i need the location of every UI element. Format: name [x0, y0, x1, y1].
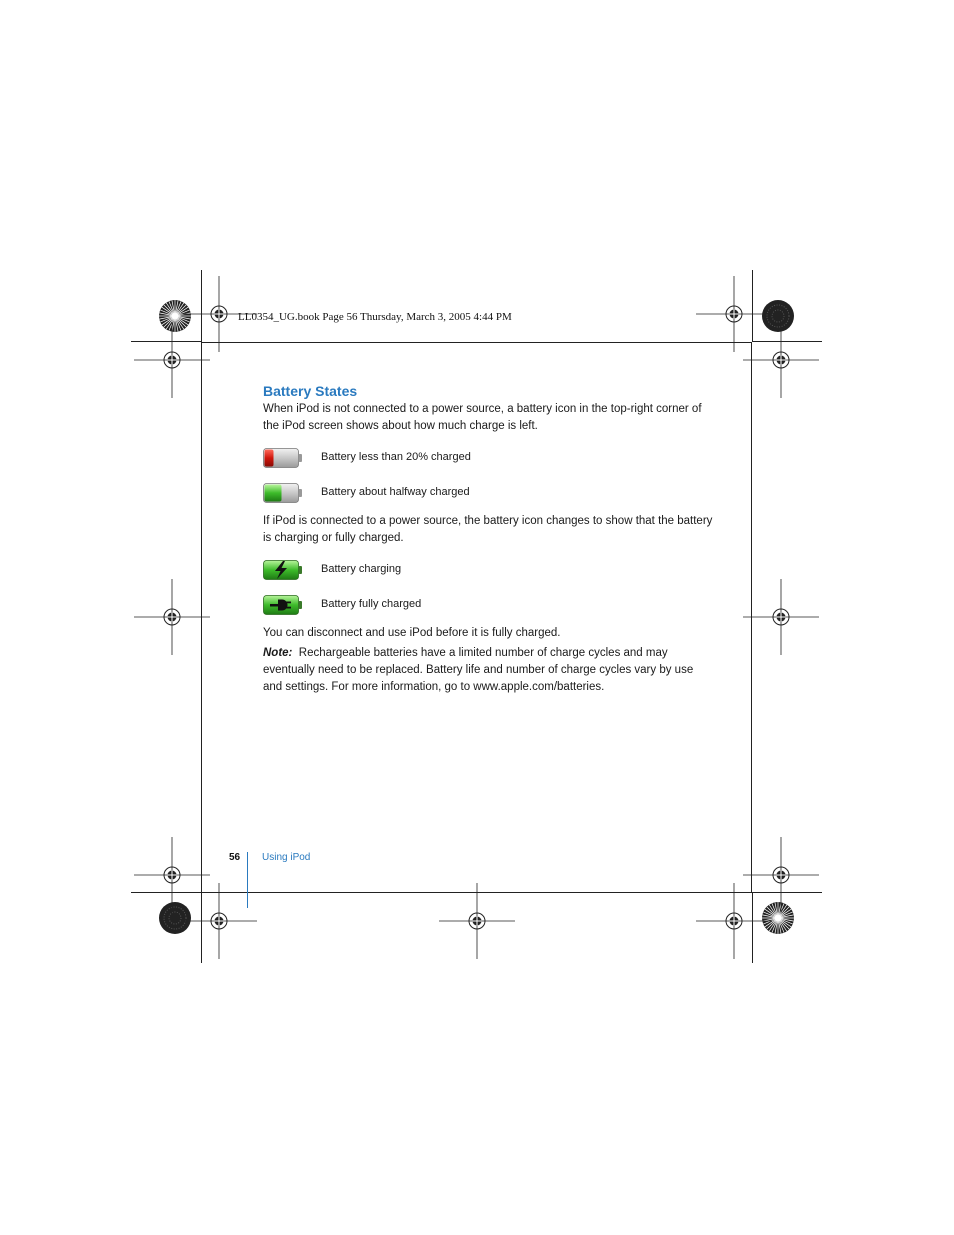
printer-slug: LL0354_UG.book Page 56 Thursday, March 3, 2005 4:44 PM — [238, 311, 512, 323]
starburst-mark — [762, 902, 794, 934]
battery-half-label: Battery about halfway charged — [321, 486, 470, 498]
registration-mark — [743, 579, 819, 655]
battery-charging-label: Battery charging — [321, 563, 402, 575]
color-bar-mark — [762, 300, 794, 332]
battery-plug-icon — [263, 594, 303, 616]
battery-low-label: Battery less than 20% charged — [321, 451, 471, 463]
registration-mark — [181, 883, 257, 959]
registration-mark — [181, 276, 257, 352]
disconnect-paragraph: You can disconnect and use iPod before it is fully charged. — [263, 627, 561, 639]
registration-mark — [439, 883, 515, 959]
note-paragraph — [263, 645, 713, 696]
color-bar-mark — [159, 902, 191, 934]
registration-mark — [696, 883, 772, 959]
note-text: Rechargeable batteries have a limited number of charge cycles and may eventually need to be replaced. Battery life and number of charge cycles vary by use and settings. For more information, go to www.apple.com/batteries. — [263, 647, 694, 693]
section-title: Battery States — [263, 383, 358, 399]
footer-section-name: Using iPod — [262, 852, 311, 863]
battery-plug-label: Battery fully charged — [321, 598, 422, 610]
note-label: Note: — [263, 647, 293, 659]
page-number: 56 — [229, 852, 241, 863]
connected-paragraph: If iPod is connected to a power source, the battery icon changes to show that the battery is charging or fully charged. — [263, 515, 713, 544]
registration-mark — [134, 322, 210, 398]
footer-divider — [247, 852, 248, 908]
registration-mark — [743, 322, 819, 398]
battery-low-icon — [263, 447, 303, 469]
starburst-mark — [159, 300, 191, 332]
registration-mark — [696, 276, 772, 352]
battery-half-icon — [263, 482, 303, 504]
registration-mark — [134, 837, 210, 913]
battery-charging-icon — [263, 559, 303, 581]
registration-mark — [743, 837, 819, 913]
registration-mark — [134, 579, 210, 655]
intro-paragraph: When iPod is not connected to a power source, a battery icon in the top-right corner of the iPod screen shows about how much charge is left. — [263, 403, 702, 432]
